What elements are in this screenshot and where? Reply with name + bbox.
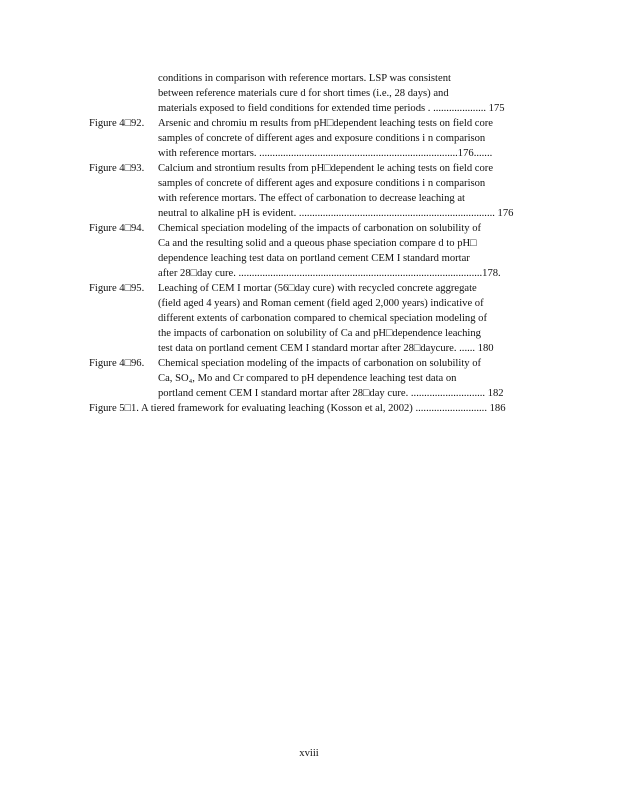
entry-line: materials exposed to field conditions for extended time periods . .................... 175 <box>158 103 505 114</box>
continued-entry <box>89 71 559 116</box>
page-number: xviii <box>299 748 319 759</box>
entry-line: different extents of carbonation compared to chemical speciation modeling of <box>158 313 487 324</box>
entry-line: Chemical speciation modeling of the impacts of carbonation on solubility of <box>158 223 482 234</box>
entry-line: with reference mortars. ...........................................................................176....... <box>158 148 493 159</box>
entry-line: between reference materials cure d for short times (i.e., 28 days) and <box>158 88 449 99</box>
list-of-figures <box>89 71 559 416</box>
figure-label: Figure 4□92. <box>89 118 145 129</box>
entry-line: test data on portland cement CEM I standard mortar after 28□daycure. ...... 180 <box>158 343 494 354</box>
figure-label: Figure 4□96. <box>89 358 145 369</box>
toc-entry <box>89 116 559 161</box>
figure-label: Figure 4□95. <box>89 283 145 294</box>
entry-line: Calcium and strontium results from pH□dependent le aching tests on field core <box>158 163 494 174</box>
entry-line: after 28□day cure. ............................................................................................178. <box>158 268 501 279</box>
entry-line: Ca and the resulting solid and a queous phase speciation compare d to pH□ <box>158 238 477 249</box>
toc-entry <box>89 161 559 221</box>
entry-line: conditions in comparison with reference mortars. LSP was consistent <box>158 73 451 84</box>
entry-line: Arsenic and chromiu m results from pH□dependent leaching tests on field core <box>158 118 494 129</box>
toc-entry-full <box>89 401 559 416</box>
entry-line: neutral to alkaline pH is evident. .......................................................................... 176 <box>158 208 514 219</box>
entry-line: samples of concrete of different ages and exposure conditions i n comparison <box>158 133 486 144</box>
entry-line: Chemical speciation modeling of the impacts of carbonation on solubility of <box>158 358 482 369</box>
toc-entry <box>89 356 559 401</box>
toc-entry <box>89 281 559 356</box>
entry-line: Ca, SO₄, Mo and Cr compared to pH dependence leaching test data on <box>158 373 457 384</box>
toc-entry <box>89 221 559 281</box>
figure-label: Figure 4□94. <box>89 223 145 234</box>
figure-label: Figure 4□93. <box>89 163 145 174</box>
entry-line: the impacts of carbonation on solubility of Ca and pH□dependence leaching <box>158 328 481 339</box>
entry-line: Leaching of CEM I mortar (56□day cure) with recycled concrete aggregate <box>158 283 477 294</box>
entry-line: dependence leaching test data on portland cement CEM I standard mortar <box>158 253 470 264</box>
entry-line: samples of concrete of different ages and exposure conditions i n comparison <box>158 178 486 189</box>
entry-line: portland cement CEM I standard mortar after 28□day cure. ............................ 182 <box>158 388 504 399</box>
entry-line: with reference mortars. The effect of carbonation to decrease leaching at <box>158 193 465 204</box>
entry-line: (field aged 4 years) and Roman cement (field aged 2,000 years) indicative of <box>158 298 484 309</box>
entry-line: Figure 5□1. A tiered framework for evaluating leaching (Kosson et al, 2002) ........................... 186 <box>89 403 506 414</box>
